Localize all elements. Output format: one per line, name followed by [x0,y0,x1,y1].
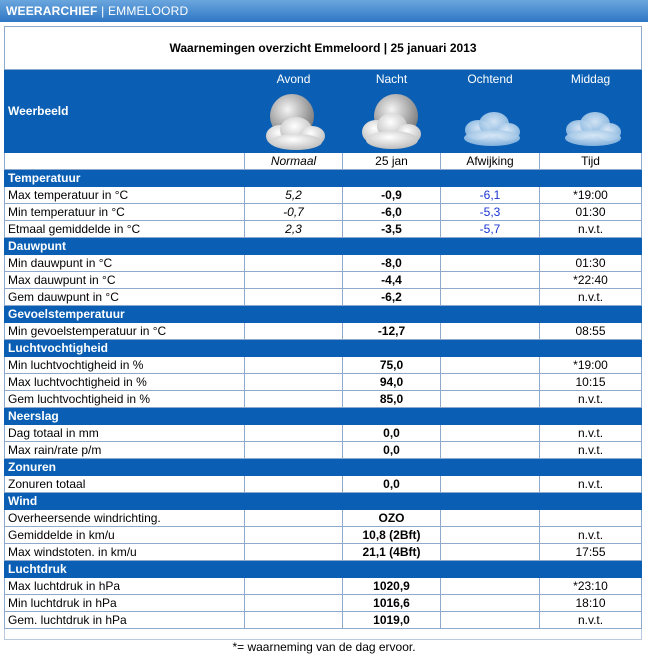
row-value: 75,0 [343,357,441,374]
row-label: Min gevoelstemperatuur in °C [5,323,245,340]
row-deviation [441,527,540,544]
section-title: Zonuren [5,459,642,476]
row-time: *19:00 [540,187,642,204]
table-row [5,595,642,612]
section-header [5,408,642,425]
row-deviation: -5,3 [441,204,540,221]
section-header [5,340,642,357]
row-value: 21,1 (4Bft) [343,544,441,561]
row-deviation: -6,1 [441,187,540,204]
row-normal: -0,7 [245,204,343,221]
table-row [5,527,642,544]
section-title: Wind [5,493,642,510]
table-row [5,323,642,340]
period-name: Avond [276,72,311,86]
table-row [5,391,642,408]
row-normal [245,527,343,544]
row-label: Overheersende windrichting. [5,510,245,527]
row-time [540,510,642,527]
table-row [5,374,642,391]
row-time: n.v.t. [540,425,642,442]
page-header-bar [0,0,648,22]
row-label: Max windstoten. in km/u [5,544,245,561]
row-normal [245,391,343,408]
row-normal [245,595,343,612]
row-label: Gemiddelde in km/u [5,527,245,544]
row-time: 08:55 [540,323,642,340]
row-label: Max temperatuur in °C [5,187,245,204]
row-deviation [441,323,540,340]
row-deviation [441,595,540,612]
moon-cloud-icon [354,92,430,152]
row-deviation [441,612,540,629]
table-row [5,510,642,527]
table-row [5,204,642,221]
table-row [5,612,642,629]
table-title: Waarnemingen overzicht Emmeloord | 25 januari 2013 [5,27,642,70]
header-separator: | [97,4,108,18]
row-value: 0,0 [343,425,441,442]
period-avond [245,70,343,153]
section-header [5,170,642,187]
row-normal [245,323,343,340]
section-title: Luchtdruk [5,561,642,578]
row-normal [245,442,343,459]
row-time: 01:30 [540,255,642,272]
table-row [5,544,642,561]
row-value: 1020,9 [343,578,441,595]
row-label: Min luchtdruk in hPa [5,595,245,612]
row-normal [245,255,343,272]
row-value: 1016,6 [343,595,441,612]
row-deviation [441,357,540,374]
table-row [5,442,642,459]
section-title: Dauwpunt [5,238,642,255]
row-value: 10,8 (2Bft) [343,527,441,544]
weerbeeld-label: Weerbeeld [5,70,245,153]
app-title: WEERARCHIEF [6,4,98,18]
table-row [5,425,642,442]
row-normal [245,289,343,306]
row-deviation [441,425,540,442]
row-deviation [441,578,540,595]
table-row [5,289,642,306]
row-normal [245,425,343,442]
row-label: Min luchtvochtigheid in % [5,357,245,374]
table-row [5,187,642,204]
row-normal [245,374,343,391]
column-header-normaal: Normaal [245,153,343,170]
row-time: n.v.t. [540,612,642,629]
column-header-tijd: Tijd [540,153,642,170]
row-deviation [441,272,540,289]
section-header [5,561,642,578]
row-value: -4,4 [343,272,441,289]
column-header-date: 25 jan [343,153,441,170]
row-deviation [441,255,540,272]
row-value: 0,0 [343,442,441,459]
row-label: Gem luchtvochtigheid in % [5,391,245,408]
row-normal: 5,2 [245,187,343,204]
row-label: Gem. luchtdruk in hPa [5,612,245,629]
row-deviation [441,544,540,561]
row-normal [245,612,343,629]
row-deviation [441,374,540,391]
column-header-row [5,153,642,170]
period-name: Nacht [375,72,408,86]
row-normal [245,578,343,595]
row-value: -6,2 [343,289,441,306]
row-label: Min dauwpunt in °C [5,255,245,272]
column-header-blank [5,153,245,170]
row-time: *19:00 [540,357,642,374]
table-row [5,578,642,595]
section-header [5,459,642,476]
row-value: 85,0 [343,391,441,408]
period-middag [540,70,642,153]
section-title: Gevoelstemperatuur [5,306,642,323]
row-normal [245,544,343,561]
section-header [5,306,642,323]
row-time: 10:15 [540,374,642,391]
table-row [5,476,642,493]
row-time: 17:55 [540,544,642,561]
period-name: Ochtend [467,72,513,86]
row-label: Gem dauwpunt in °C [5,289,245,306]
table-row [5,357,642,374]
row-label: Dag totaal in mm [5,425,245,442]
row-value: 94,0 [343,374,441,391]
row-time: n.v.t. [540,391,642,408]
row-value: -0,9 [343,187,441,204]
section-title: Temperatuur [5,170,642,187]
row-label: Max luchtvochtigheid in % [5,374,245,391]
row-label: Zonuren totaal [5,476,245,493]
row-time: *22:40 [540,272,642,289]
observations-table [4,26,642,629]
row-deviation [441,391,540,408]
fog-cloud-icon [452,92,528,152]
row-deviation [441,442,540,459]
row-time: n.v.t. [540,527,642,544]
weerbeeld-row [5,70,642,153]
row-label: Min temperatuur in °C [5,204,245,221]
row-value: -6,0 [343,204,441,221]
section-title: Luchtvochtigheid [5,340,642,357]
table-row [5,255,642,272]
row-deviation [441,289,540,306]
row-normal [245,272,343,289]
row-time: n.v.t. [540,442,642,459]
section-header [5,493,642,510]
row-label: Etmaal gemiddelde in °C [5,221,245,238]
row-label: Max rain/rate p/m [5,442,245,459]
footnote: *= waarneming van de dag ervoor. [232,640,416,654]
row-time: n.v.t. [540,476,642,493]
row-deviation [441,476,540,493]
section-header [5,238,642,255]
row-time: 01:30 [540,204,642,221]
fog-cloud-icon [553,92,629,152]
row-time: *23:10 [540,578,642,595]
row-value: 1019,0 [343,612,441,629]
row-value: -8,0 [343,255,441,272]
period-name: Middag [570,72,611,86]
row-time: n.v.t. [540,289,642,306]
row-deviation: -5,7 [441,221,540,238]
row-value: OZO [343,510,441,527]
row-label: Max luchtdruk in hPa [5,578,245,595]
row-label: Max dauwpunt in °C [5,272,245,289]
period-ochtend [441,70,540,153]
row-deviation [441,510,540,527]
row-time: n.v.t. [540,221,642,238]
row-value: 0,0 [343,476,441,493]
row-normal [245,357,343,374]
column-header-afwijking: Afwijking [441,153,540,170]
row-value: -3,5 [343,221,441,238]
row-normal [245,476,343,493]
row-normal: 2,3 [245,221,343,238]
table-row [5,221,642,238]
row-value: -12,7 [343,323,441,340]
section-title: Neerslag [5,408,642,425]
row-time: 18:10 [540,595,642,612]
moon-cloud-icon [256,92,332,152]
table-row [5,272,642,289]
location-name: EMMELOORD [107,4,189,18]
period-nacht [343,70,441,153]
row-normal [245,510,343,527]
